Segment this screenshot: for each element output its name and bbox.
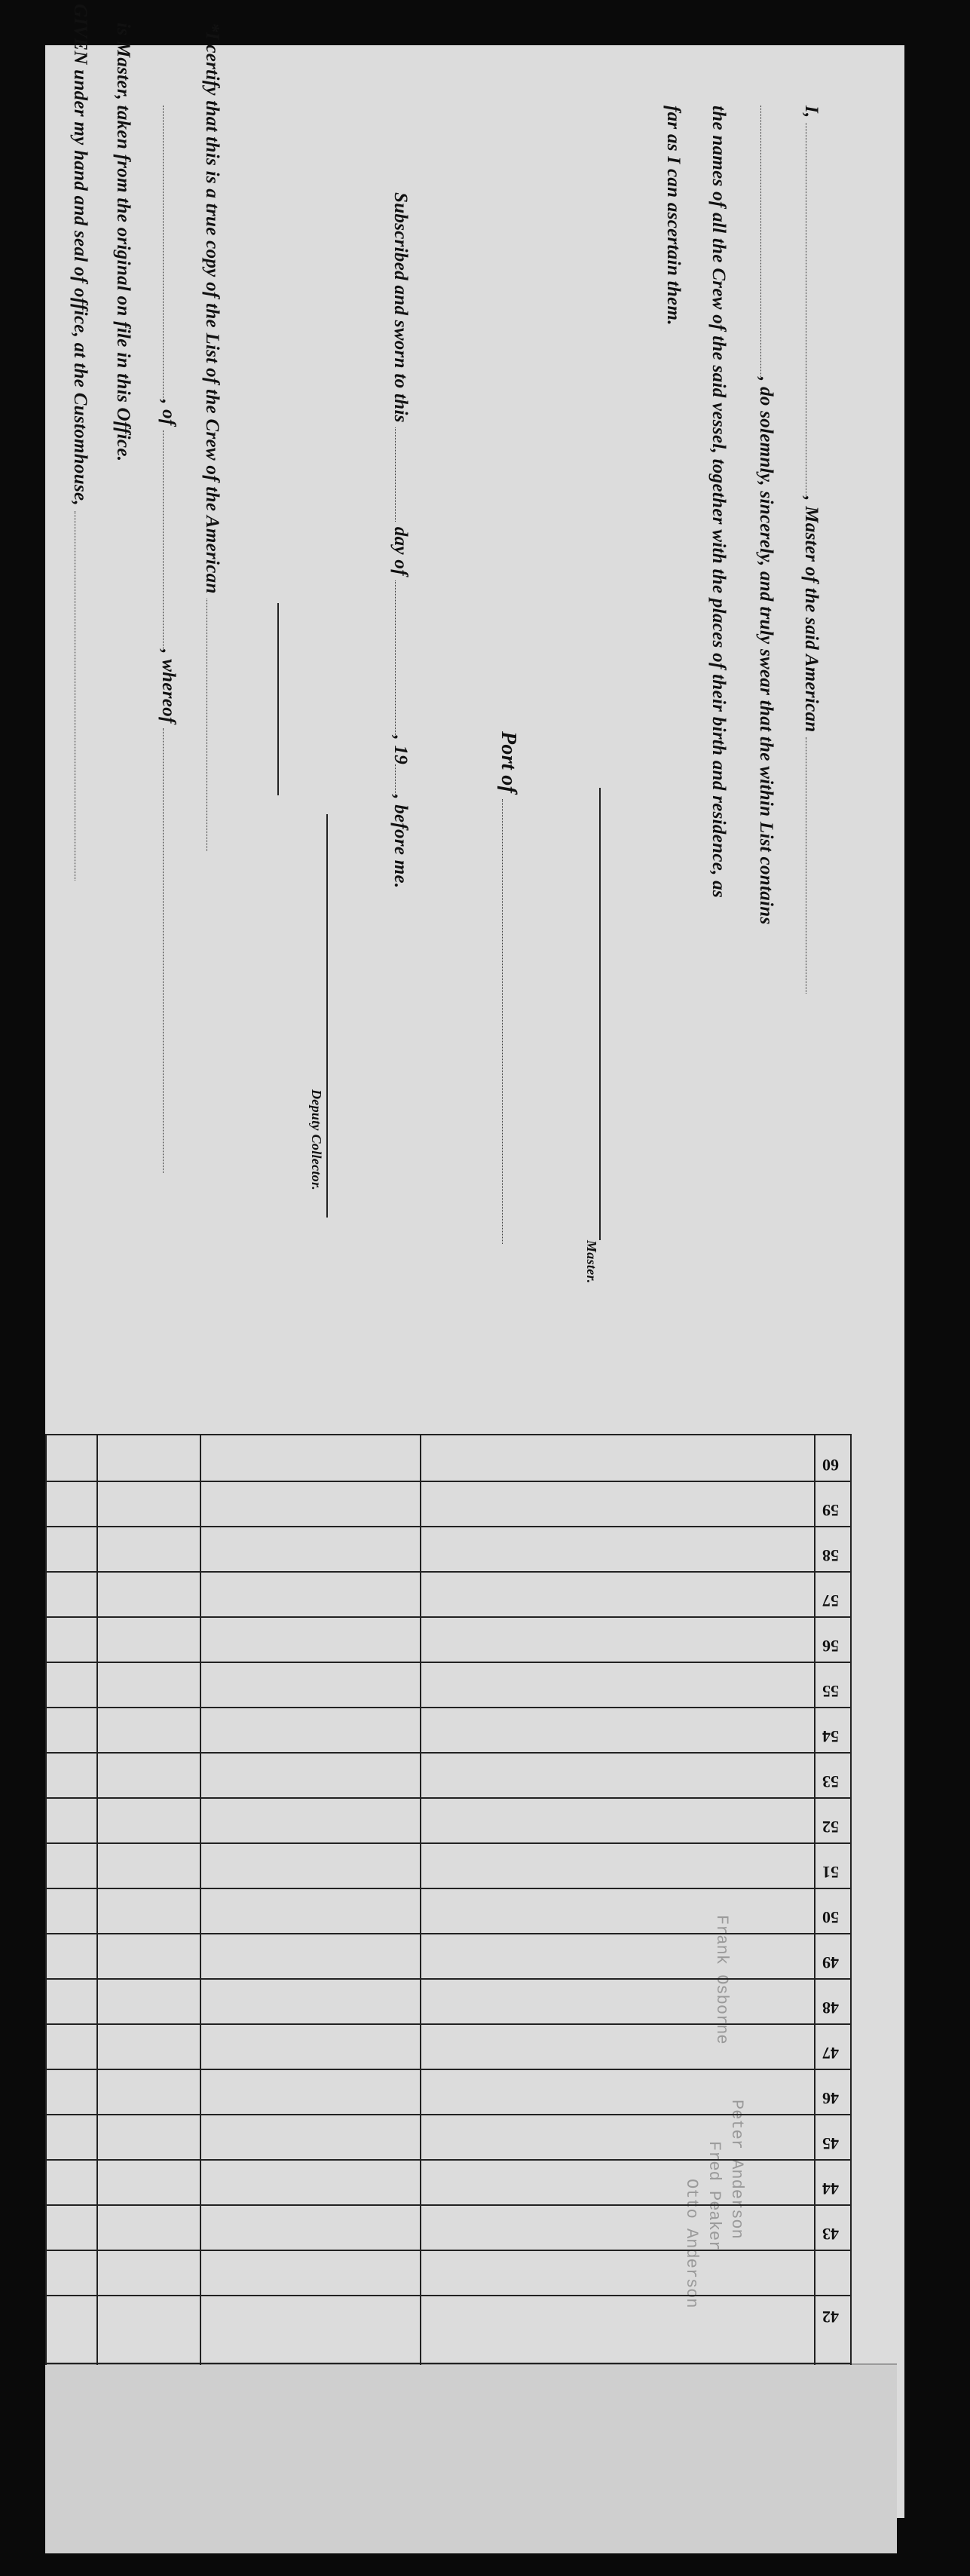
table-border [45, 1434, 47, 2365]
master-name-2-blank [163, 728, 164, 1173]
bleed-through-name: Otto Anderson [682, 2179, 701, 2308]
row-number: 52 [822, 1818, 839, 1836]
bleed-through-name: Frank Osborne [712, 1915, 731, 2045]
port-of-line [496, 731, 520, 1244]
master-taken-text: is Master, taken from the original on file in this Office. [113, 23, 133, 462]
row-number: 58 [822, 1546, 839, 1565]
oath-i-label: I, [801, 106, 822, 118]
subscribed-text: Subscribed and sworn to this [390, 192, 411, 423]
table-row-rule [45, 1842, 852, 1844]
table-row-rule [45, 2159, 852, 2161]
row-number: 43 [822, 2225, 839, 2244]
row-number: 60 [822, 1456, 839, 1475]
port-of-label: Port of [497, 731, 520, 794]
date-day-blank [395, 427, 396, 522]
row-number: 45 [822, 2134, 839, 2153]
given-under-text: GIVEN under my hand and seal of office, at the Customhouse, [70, 4, 90, 506]
table-row-rule [45, 2204, 852, 2206]
year-blank [395, 764, 396, 795]
master-label: Master. [584, 1240, 599, 1284]
vessel-name-2-blank [163, 106, 164, 400]
row-number: 42 [822, 2308, 839, 2326]
deputy-signature-line [326, 814, 328, 1218]
row-number: 46 [822, 2089, 839, 2108]
table-row-rule [45, 1526, 852, 1527]
table-row-rule [45, 1978, 852, 1980]
row-number: 51 [822, 1863, 839, 1882]
row-number: 59 [822, 1501, 839, 1520]
of-whereof-line [158, 106, 179, 1173]
table-row-rule [45, 1434, 852, 1435]
year-prefix-label: , 19 [390, 735, 411, 765]
month-blank [395, 580, 396, 735]
table-row-rule [45, 1752, 852, 1754]
given-under-line [69, 4, 90, 881]
ascertain-text: far as I can ascertain them. [663, 106, 684, 326]
oath-line-3 [708, 106, 729, 898]
whereof-label: , whereof [158, 649, 179, 724]
port-blank [502, 799, 503, 1244]
table-row-rule [45, 2069, 852, 2070]
row-number: 48 [822, 1999, 839, 2017]
table-row-rule [45, 1571, 852, 1573]
crew-table [45, 1434, 852, 2365]
day-of-label: day of [390, 526, 411, 576]
certify-text: *I certify that this is a true copy of the List of the Crew of the American [202, 23, 222, 594]
table-row-rule [45, 1616, 852, 1618]
table-column-rule [420, 1434, 421, 2365]
home-port-blank [163, 430, 164, 649]
master-signature-line [599, 788, 601, 1240]
table-column-rule [96, 1434, 98, 2365]
bleed-through-name: Fred Peaker [705, 2141, 724, 2251]
table-row-rule [45, 2114, 852, 2115]
oath-line-1 [800, 106, 822, 994]
table-row-rule [45, 1933, 852, 1934]
row-number: 50 [822, 1908, 839, 1927]
table-row-rule [45, 1797, 852, 1799]
table-column-rule [200, 1434, 201, 2365]
subscribed-line [390, 192, 411, 888]
row-number: 47 [822, 2044, 839, 2063]
table-row-rule [45, 1662, 852, 1663]
of-label: , of [158, 400, 179, 426]
oath-section [49, 4, 825, 1357]
vessel-continued-blank [760, 106, 761, 377]
page-bottom-fold [45, 2363, 897, 2553]
row-number: 54 [822, 1727, 839, 1746]
deputy-collector-label: Deputy Collector. [309, 1089, 324, 1191]
table-row-rule [45, 2295, 852, 2296]
table-row-rule [45, 2023, 852, 2025]
solemnly-swear-text: , do solemnly, sincerely, and truly swear that the within List contains [756, 377, 776, 925]
row-number: 56 [822, 1637, 839, 1656]
seal-line [277, 603, 279, 795]
certify-line [201, 23, 222, 851]
before-me-label: , before me. [390, 795, 411, 889]
oath-line-4 [662, 106, 684, 326]
table-row-rule [45, 1707, 852, 1708]
row-number: 49 [822, 1953, 839, 1972]
table-row-rule [45, 2363, 852, 2364]
master-of-american-label: , Master of the said American [801, 496, 822, 733]
row-number: 57 [822, 1591, 839, 1610]
table-row-rule [45, 2250, 852, 2251]
row-number: 55 [822, 1682, 839, 1701]
row-number: 44 [822, 2179, 839, 2198]
oath-line-2 [755, 106, 776, 924]
table-row-rule [45, 1481, 852, 1482]
table-row-rule [45, 1888, 852, 1889]
crew-names-text: the names of all the Crew of the said vessel, together with the places of their birth and residence, as [708, 106, 729, 899]
bleed-through-name: Peter Anderson [727, 2100, 746, 2239]
row-number: 53 [822, 1772, 839, 1791]
table-border [850, 1434, 852, 2365]
